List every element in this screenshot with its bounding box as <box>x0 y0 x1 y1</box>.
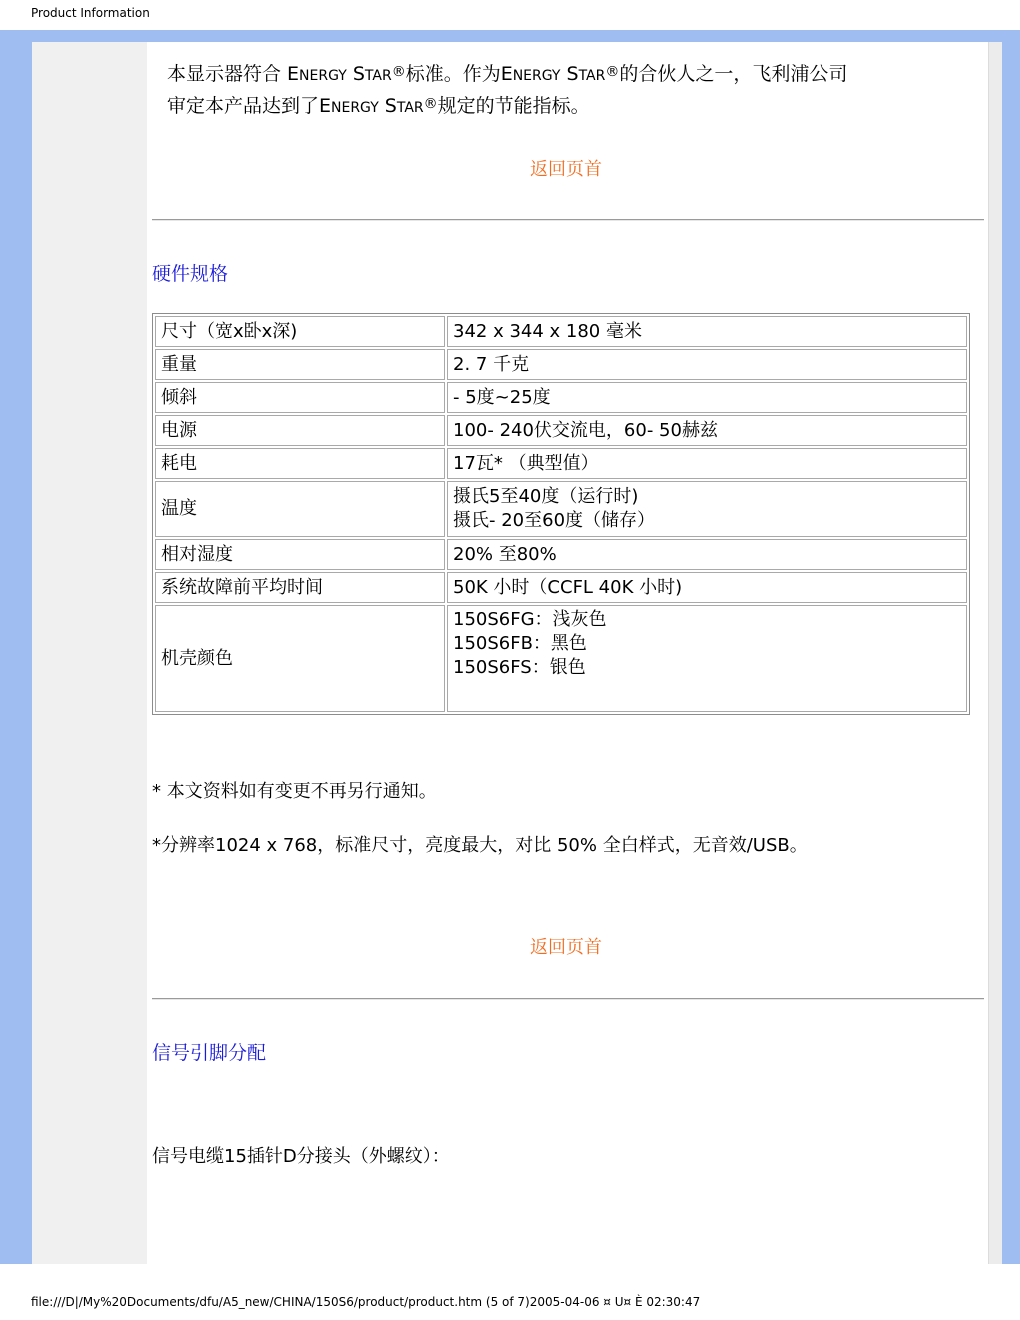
right-scroll-strip <box>988 42 1002 1264</box>
signal-cable-description: 信号电缆15插针D分接头（外螺纹）： <box>152 1146 450 1167</box>
spec-value-line: 342 x 344 x 180 毫米 <box>453 320 642 342</box>
spec-value-line: - 5度~25度 <box>453 386 551 408</box>
footer-file-path: file:///D|/My%20Documents/dfu/A5_new/CHINA/150S6/product/product.htm (5 of 7)2005-04-06 ¤ U¤ È 02:30:47 <box>31 1295 701 1309</box>
hardware-section-title: 硬件规格 <box>152 263 229 285</box>
hardware-specs-table <box>152 313 970 715</box>
spec-label: 重量 <box>155 349 445 380</box>
spec-value <box>447 316 967 347</box>
spec-value-line: 150S6FB：黑色 <box>453 633 587 654</box>
spec-value-line: 2. 7 千克 <box>453 353 530 375</box>
spec-value <box>447 448 967 479</box>
spec-label: 机壳颜色 <box>155 605 445 712</box>
spec-label: 温度 <box>155 481 445 537</box>
intro-line-1: 本显示器符合 ENERGY STAR®标准。作为ENERGY STAR®的合伙人之一，飞利浦公司 <box>167 63 848 85</box>
divider <box>152 219 984 221</box>
power-footnote: *分辨率1024 x 768，标准尺寸，亮度最大，对比 50% 全白样式，无音效/USB。 <box>152 835 808 856</box>
spec-value <box>447 415 967 446</box>
spec-value-line: 100- 240伏交流电，60- 50赫兹 <box>453 419 718 441</box>
left-sidebar <box>32 42 147 1264</box>
change-notice: * 本文资料如有变更不再另行通知。 <box>152 781 437 802</box>
spec-label: 耗电 <box>155 448 445 479</box>
spec-row <box>155 316 967 347</box>
spec-label: 系统故障前平均时间 <box>155 572 445 603</box>
spec-row <box>155 572 967 603</box>
intro-line-2: 审定本产品达到了ENERGY STAR®规定的节能指标。 <box>167 95 590 117</box>
spec-row <box>155 415 967 446</box>
spec-row <box>155 382 967 413</box>
spec-value-line: 20% 至80% <box>453 543 557 565</box>
spec-value-line: 150S6FS：银色 <box>453 657 586 678</box>
signal-section-title: 信号引脚分配 <box>152 1042 267 1064</box>
spec-value-line: 摄氏5至40度（运行时) <box>453 486 639 507</box>
spec-value <box>447 481 967 537</box>
divider-2 <box>152 998 984 1000</box>
spec-value-line: 150S6FG：浅灰色 <box>453 609 607 630</box>
back-to-top-link[interactable]: 返回页首 <box>530 159 602 180</box>
spec-row <box>155 539 967 570</box>
spec-value <box>447 382 967 413</box>
spec-label: 相对湿度 <box>155 539 445 570</box>
spec-value-line: 摄氏- 20至60度（储存） <box>453 510 656 531</box>
spec-value <box>447 539 967 570</box>
spec-label: 尺寸（宽x卧x深) <box>155 316 445 347</box>
spec-row <box>155 481 967 537</box>
page-header-title: Product Information <box>31 6 150 20</box>
spec-row <box>155 448 967 479</box>
spec-value-line: 50K 小时（CCFL 40K 小时) <box>453 576 683 598</box>
spec-value-line: 17瓦* （典型值） <box>453 452 599 474</box>
spec-value <box>447 349 967 380</box>
spec-label: 倾斜 <box>155 382 445 413</box>
spec-value <box>447 572 967 603</box>
spec-row <box>155 349 967 380</box>
energy-star-paragraph <box>167 58 967 122</box>
spec-value <box>447 605 967 712</box>
spec-label: 电源 <box>155 415 445 446</box>
spec-row <box>155 605 967 712</box>
back-to-top-link-2[interactable]: 返回页首 <box>530 937 602 958</box>
